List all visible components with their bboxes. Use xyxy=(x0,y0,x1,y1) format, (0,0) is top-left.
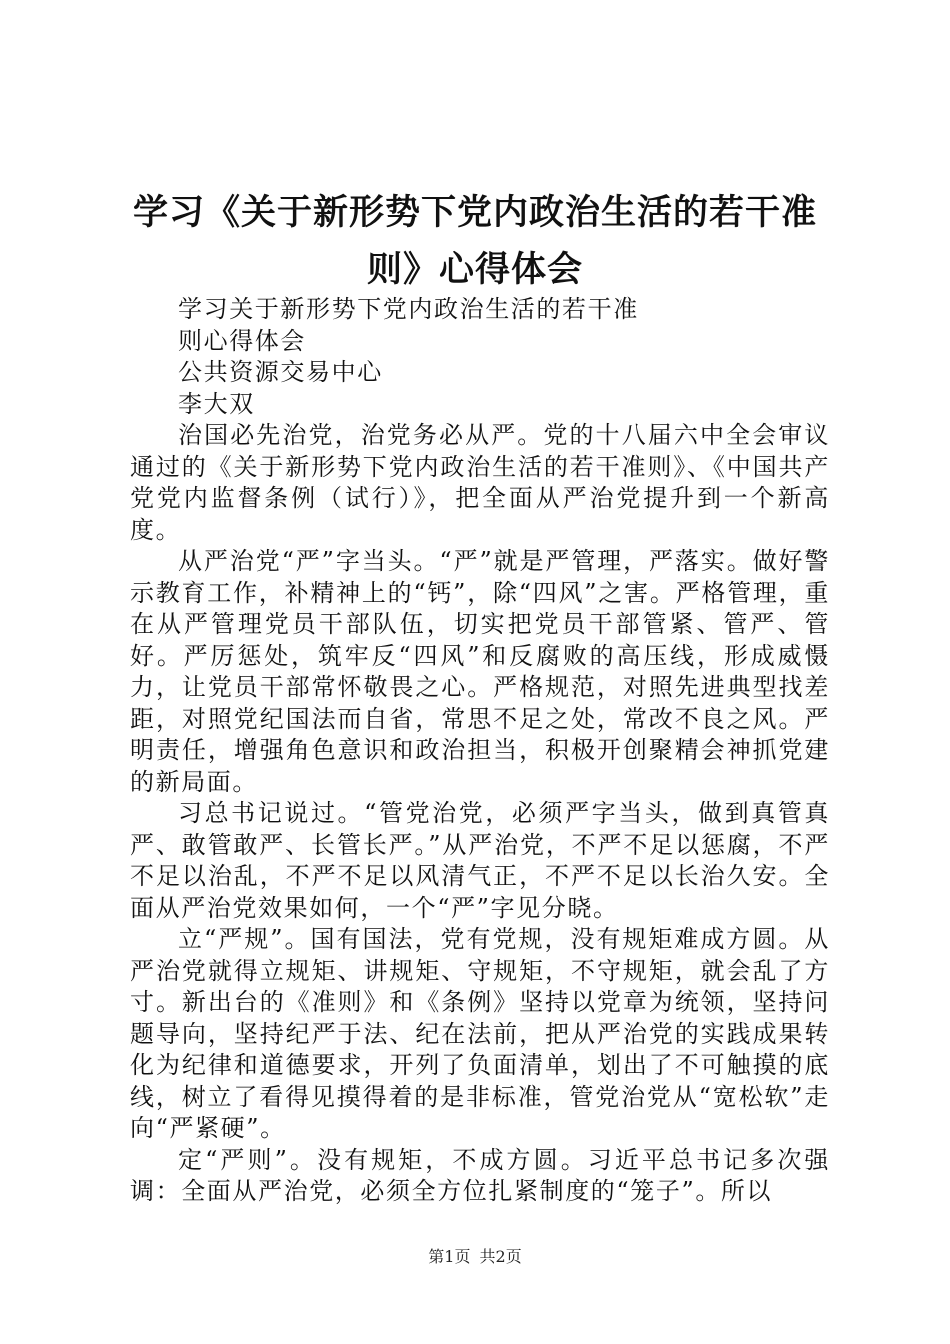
title-line-1: 学习《关于新形势下党内政治生活的若干准 xyxy=(132,192,817,233)
author: 李大双 xyxy=(178,389,255,418)
document-title xyxy=(100,184,850,298)
document-body xyxy=(130,294,830,1208)
organization: 公共资源交易中心 xyxy=(178,358,383,386)
title-line-2: 则》心得体会 xyxy=(366,249,583,290)
page-total: 共2页 xyxy=(479,1247,522,1266)
paragraph: 定“严则”。没有规矩，不成方圆。习近平总书记多次强调：全面从严治党，必须全方位扎紧制度的“笼子”。所以 xyxy=(130,1145,830,1205)
paragraph: 治国必先治党，治党务必从严。党的十八届六中全会审议通过的《关于新形势下党内政治生活的若干准则》、《中国共产党党内监督条例（试行）》，把全面从严治党提升到一个新高度。 xyxy=(130,421,830,544)
page-number: 第1页 xyxy=(428,1247,471,1266)
subtitle-line-2: 则心得体会 xyxy=(178,326,306,355)
paragraph: 从严治党“严”字当头。“严”就是严管理，严落实。做好警示教育工作，补精神上的“钙”，除“四风”之害。严格管理，重在从严管理党员干部队伍，切实把党员干部管紧、管严、管好。严厉惩处，筑牢反“四风”和反腐败的高压线，形成威慑力，让党员干部常怀敬畏之心。严格规范，对照先进典型找差距，对照党纪国法而自省，常思不足之处，常改不良之风。严明责任，增强角色意识和政治担当，积极开创聚精会神抓党建的新局面。 xyxy=(130,547,830,796)
subtitle-line-1: 学习关于新形势下党内政治生活的若干准 xyxy=(178,295,639,323)
paragraph: 习总书记说过。“管党治党，必须严字当头，做到真管真严、敢管敢严、长管长严。”从严治党，不严不足以惩腐，不严不足以治乱，不严不足以风清气正，不严不足以长治久安。全面从严治党效果如何，一个“严”字见分晓。 xyxy=(130,799,830,922)
paragraph: 立“严规”。国有国法，党有党规，没有规矩难成方圆。从严治党就得立规矩、讲规矩、守规矩，不守规矩，就会乱了方寸。新出台的《准则》和《条例》坚持以党章为统领，坚持问题导向，坚持纪严于法、纪在法前，把从严治党的实践成果转化为纪律和道德要求，开列了负面清单，划出了不可触摸的底线，树立了看得见摸得着的是非标准，管党治党从“宽松软”走向“严紧硬”。 xyxy=(130,925,830,1142)
page-footer xyxy=(0,1244,950,1267)
